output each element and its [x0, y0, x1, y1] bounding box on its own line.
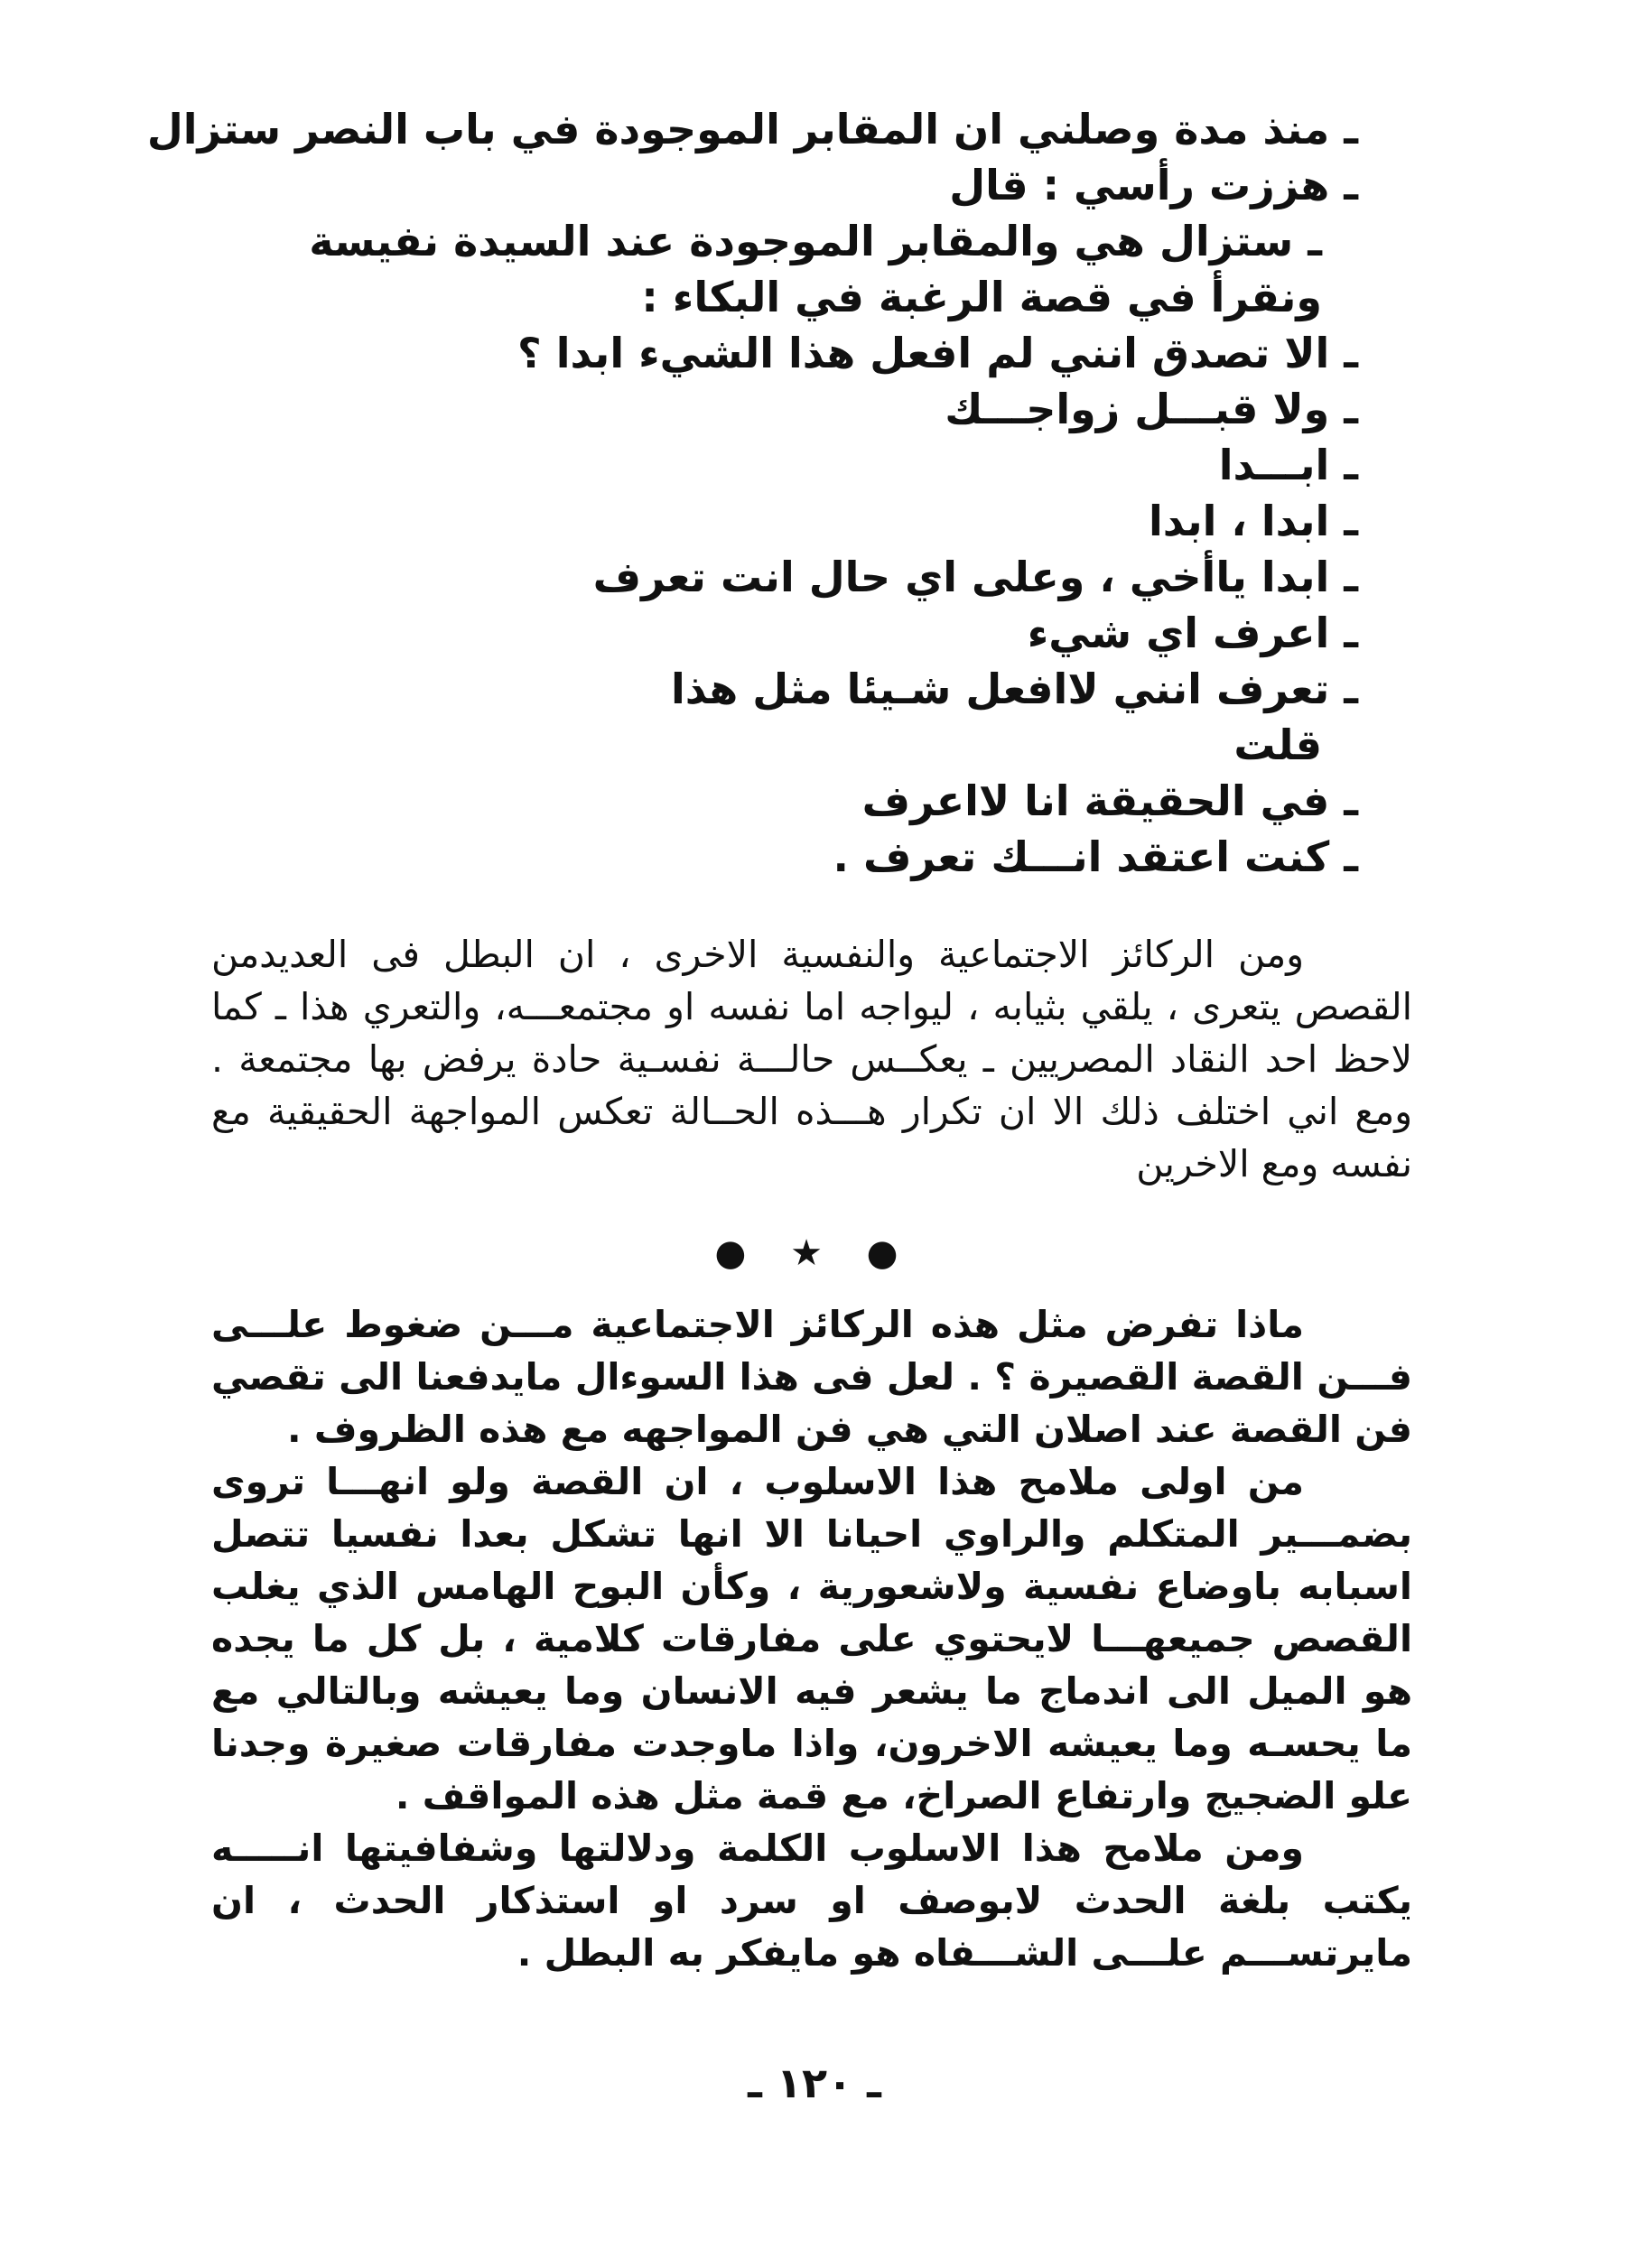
- dialogue-line: ـ ابدا ، ابدا: [1149, 497, 1358, 545]
- body-paragraph: ومن الركائز الاجتماعية والنفسية الاخرى ، ان البطل فى العديدمن القصص يتعرى ، يلقي بثيابه ، ليواجه اما نفسه او مجتمعـــه، والتعري هذا ـ كما لاحظ احد النقاد المصريين ـ يعكــس حالـــة نفسـية حادة يرفض بها مجتمعة . ومع اني اختلف ذلك الا ان تكرار هـــذه الحــالة تعكس المواجهة الحقيقية مع نفسه ومع الاخرين: [211, 933, 1412, 1185]
- dialogue-line: ـ كنت اعتقد انـــك تعرف .: [833, 832, 1358, 881]
- dialogue-line: ـ تعرف انني لاافعل شـيئا مثل هذا: [671, 665, 1358, 713]
- dialogue-line: ـ في الحقيقة انا لااعرف: [861, 776, 1358, 825]
- dialogue-line: ـ ستزال هي والمقابر الموجودة عند السيدة نفيسة: [309, 217, 1322, 265]
- dialogue-line: ـ الا تصدق انني لم افعل هذا الشيء ابدا ؟: [517, 329, 1358, 377]
- page-number: ـ ١٢٠ ـ: [748, 2059, 881, 2107]
- body-section-1: [211, 928, 1412, 1190]
- dialogue-line: ـ هززت رأسي : قال: [949, 161, 1358, 209]
- dialogue-line: ـ ابـــدا: [1218, 441, 1358, 489]
- dialogue-line: ـ اعرف اي شيء: [1027, 609, 1358, 657]
- dialogue-line: قلت: [1233, 720, 1322, 769]
- body-paragraph: ماذا تفرض مثل هذه الركائز الاجتماعية مـــن ضغوط علـــى فـــن القصة القصيرة ؟ . لعل فى هذا السوءال مايدفعنا الى تقصي فن القصة عند اصلان التي هي فن المواجهه مع هذه الظروف .: [211, 1303, 1412, 1451]
- dialogue-line: ـ منذ مدة وصلني ان المقابر الموجودة في باب النصر ستزال: [146, 105, 1358, 153]
- body-paragraph: من اولى ملامح هذا الاسلوب ، ان القصة ولو انهـــا تروى بضمـــير المتكلم والراوي احيانا الا انها تشكل بعدا نفسيا تتصل اسبابه باوضاع نفسية ولاشعورية ، وكأن البوح الهامس الذي يغلب القصص جميعهـــا لايحتوي على مفارقات كلامية ، بل كل ما يجده هو الميل الى اندماج ما يشعر فيه الانسان وما يعيشه وبالتالي مع ما يحسـه وما يعيشه الاخرون، واذا ماوجدت مفارقات صغيرة وجدنا علو الضجيج وارتفاع الصراخ، مع قمة مثل هذه المواقف .: [211, 1460, 1412, 1817]
- body-section-2: [211, 1298, 1412, 1979]
- dialogue-line: ونقرأ في قصة الرغبة في البكاء :: [641, 273, 1322, 321]
- dialogue-block: [146, 101, 1358, 885]
- dialogue-line: ـ ابدا ياأخي ، وعلى اي حال انت تعرف: [592, 553, 1358, 601]
- section-divider-ornament: ● ★ ●: [714, 1232, 915, 1274]
- body-paragraph: ومن ملامح هذا الاسلوب الكلمة ودلالتها وشفافيتها انـــــه يكتب بلغة الحدث لابوصف او سرد او استذكار الحدث ، ان مايرتســـم علـــى الشـــفاه هو مايفكر به البطل .: [211, 1826, 1412, 1975]
- dialogue-line: ـ ولا قبـــل زواجـــك: [945, 385, 1358, 433]
